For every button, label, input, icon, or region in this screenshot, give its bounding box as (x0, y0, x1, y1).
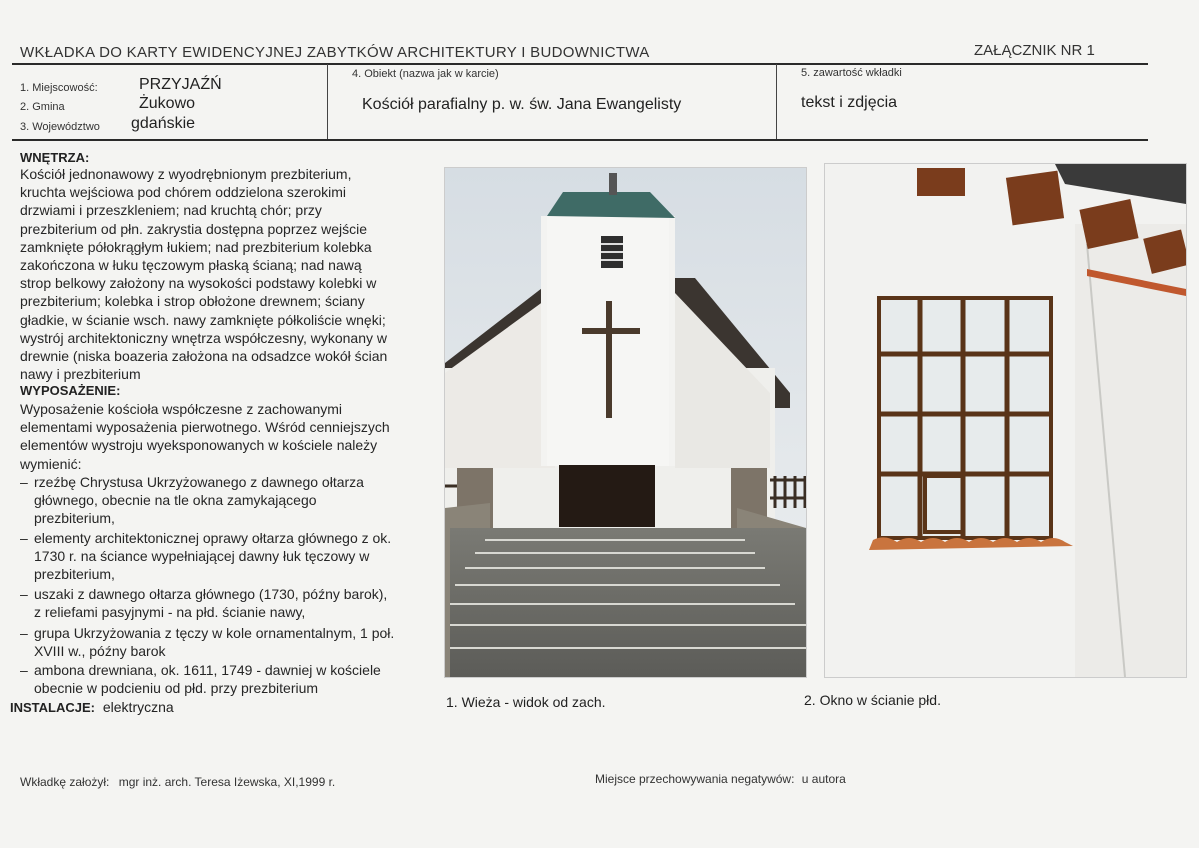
document-title: WKŁADKA DO KARTY EWIDENCYJNEJ ZABYTKÓW ARCHITEKTURY I BUDOWNICTWA (20, 44, 650, 61)
interiors-line: strop belkowy założony na wysokości podstawy kolebki w (20, 275, 377, 292)
interiors-line: zakończona w łuku tęczowym płaską ścianą; nad nawą (20, 257, 362, 274)
furnishings-intro (20, 400, 440, 473)
list-item: – uszaki z dawnego ołtarza głównego (1730, późny barok), z reliefami pasyjnymi - na płd. ścianie nawy, (20, 586, 388, 621)
furnishings-line: elementów wystroju wyeksponowanych w kościele należy (20, 437, 378, 454)
interiors-line: prezbiterium od płn. zakrystia dostępna poprzez wejście (20, 220, 368, 237)
author-value: mgr inż. arch. Teresa Iżewska, XI,1999 r. (118, 775, 336, 789)
list-item: – ambona drewniana, ok. 1611, 1749 - dawniej w kościele obecnie w podcieniu od płd. przy prezbiterium (20, 662, 381, 697)
interiors-line: gładkie, w ścianie wsch. nawy zamknięte półkoliście wnęki; (20, 311, 386, 328)
furnishings-line: Wyposażenie kościoła współczesne z zachowanymi (20, 401, 343, 417)
furnishings-list (20, 473, 460, 703)
interiors-line: drewnie (niska boazeria założona na odsadzce wokół ścian (20, 348, 388, 365)
interiors-line: prezbiterium; kolebka i strop obłożone drewnem; ściany (20, 293, 365, 310)
church-tower-image (445, 168, 806, 677)
author-label: Wkładkę założył: (20, 775, 110, 789)
storage-value: u autora (801, 772, 846, 786)
place-value: PRZYJAŹŃ (139, 76, 222, 93)
header-rule-bottom (12, 139, 1148, 141)
furnishings-line: wymienić: (20, 455, 82, 472)
place-label: 1. Miejscowość: (20, 82, 98, 94)
interiors-line: zamknięte półokrągłym łukiem; nad prezbiterium kolebka (20, 238, 372, 255)
dash-bullet: – (20, 474, 28, 490)
storage-row (595, 772, 846, 786)
interiors-text (20, 165, 440, 383)
commune-value: Żukowo (139, 95, 196, 112)
commune-label: 2. Gmina (20, 101, 65, 113)
window-image (825, 164, 1186, 677)
list-item: – rzeźbę Chrystusa Ukrzyżowanego z dawnego ołtarza głównego, obecnie na tle okna zamykającego prezbiterium, (20, 474, 364, 527)
interiors-line: drzwiami i przeszkleniem; nad kruchtą chór; przy (20, 202, 322, 219)
contents-value: tekst i zdjęcia (801, 94, 898, 111)
header-rule-top (12, 63, 1148, 65)
voivodeship-value: gdańskie (131, 115, 196, 132)
installations-heading: INSTALACJE: (10, 700, 95, 715)
storage-label: Miejsce przechowywania negatywów: (595, 772, 795, 786)
installations-value: elektryczna (102, 699, 174, 715)
installations-row (10, 699, 174, 715)
interiors-line: nawy i prezbiterium (20, 366, 141, 383)
interiors-line: wystrój architektoniczny wnętrza współczesny, wykonany w (20, 329, 387, 346)
voivodeship-label: 3. Województwo (20, 121, 100, 133)
dash-bullet: – (20, 530, 28, 546)
list-item: – elementy architektonicznej oprawy ołtarza głównego z ok. 1730 r. na ściance wypełniającej dawny łuk tęczowy w prezbiterium, (20, 530, 392, 583)
field-divider-1 (327, 64, 328, 140)
field-divider-2 (776, 64, 777, 140)
author-row (20, 775, 335, 789)
interiors-line: Kościół jednonawowy z wyodrębnionym prezbiterium, (20, 166, 352, 182)
photo-church-tower (444, 167, 807, 678)
photo-caption-2: 2. Okno w ścianie płd. (804, 692, 941, 708)
interiors-heading: WNĘTRZA: (20, 150, 90, 165)
object-label: 4. Obiekt (nazwa jak w karcie) (352, 68, 499, 80)
object-value: Kościół parafialny p. w. św. Jana Ewangelisty (362, 96, 682, 113)
contents-label: 5. zawartość wkładki (801, 67, 902, 79)
photo-window (824, 163, 1187, 678)
photo-caption-1: 1. Wieża - widok od zach. (446, 694, 606, 710)
dash-bullet: – (20, 586, 28, 602)
interiors-line: kruchta wejściowa pod chórem oddzielona szerokimi (20, 184, 347, 201)
annex-number: ZAŁĄCZNIK NR 1 (974, 42, 1095, 59)
furnishings-line: elementami wyposażenia pierwotnego. Wśród cenniejszych (20, 419, 390, 436)
dash-bullet: – (20, 625, 28, 641)
list-item: – grupa Ukrzyżowania z tęczy w kole ornamentalnym, 1 poł. XVIII w., późny barok (20, 625, 395, 660)
furnishings-heading: WYPOSAŻENIE: (20, 383, 121, 398)
dash-bullet: – (20, 662, 28, 678)
